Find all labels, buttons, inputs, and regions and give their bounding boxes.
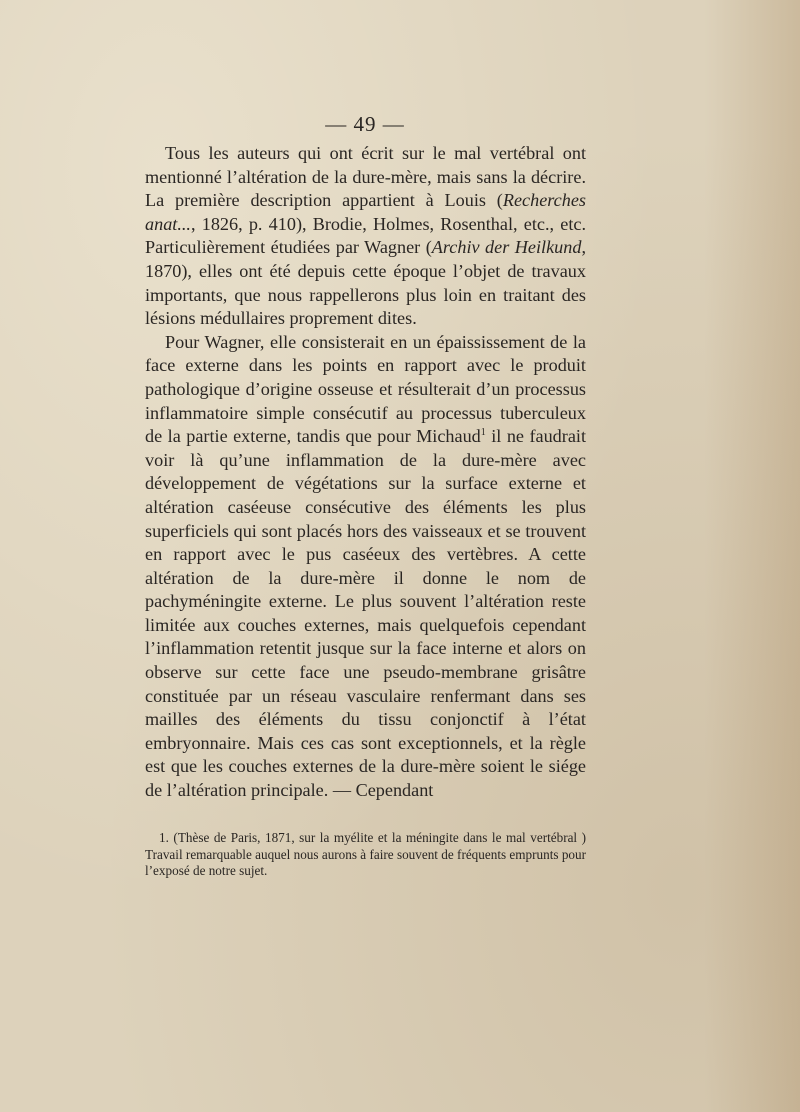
paragraph-2: [145, 331, 586, 803]
citation-archiv-der-heilkund: Archiv der Heilkund: [431, 237, 582, 258]
paragraph-1-text-c: , 1870), elles ont été depuis cette époque l’objet de travaux importants, que nous rappellerons plus loin en traitant des lésions médullaires proprement dites.: [145, 237, 586, 329]
paragraph-1-text-a: Tous les auteurs qui ont écrit sur le mal vertébral ont mentionné l’altération de la dure-mère, mais sans la décrire. La première description appartient à Louis (: [145, 143, 586, 211]
body-text: [145, 142, 586, 803]
paragraph-1: [145, 142, 586, 331]
footnote-number: 1.: [159, 830, 169, 845]
paragraph-1-text-b: , 1826, p. 410), Brodie, Holmes, Rosenthal, etc., etc. Particulièrement étudiées par Wagner (: [145, 213, 586, 258]
footnote: [145, 830, 586, 880]
footnote-reference: 1: [480, 427, 486, 439]
page-number: — 49 —: [325, 112, 405, 136]
paragraph-2-text-a: Pour Wagner, elle consisterait en un épaississement de la face externe dans les points en rapport avec le produit pathologique d’origine osseuse et résulterait d’un processus inflammatoire simple consécutif au processus tuberculeux de la partie externe, tandis que pour Michaud: [145, 331, 586, 447]
paragraph-2-text-b: il ne faudrait voir là qu’une inflammation de la dure-mère avec développement de végétations sur la surface externe et altération caséeuse consécutive des éléments les plus superficiels qui sont placés hors des vaisseaux et se trouvent en rapport avec le pus caséeux des vertèbres. A cette altération de la dure-mère il donne le nom de pachyméningite externe. Le plus souvent l’altération reste limitée aux couches externes, mais quelquefois cependant l’inflammation retentit jusque sur la face interne et alors on observe sur cette face une pseudo-membrane grisâtre constituée par un réseau vasculaire renfermant dans ses mailles des éléments du tissu conjonctif à l’état embryonnaire. Mais ces cas sont exceptionnels, et la règle est que les couches externes de la dure-mère soient le siége de l’altération principale. — Cependant: [145, 426, 587, 801]
citation-recherches-anat: Recherches anat...: [145, 190, 586, 234]
footnote-text: (Thèse de Paris, 1871, sur la myélite et la méningite dans le mal vertébral ) Travail remarquable auquel nous aurons à faire souvent de fréquents emprunts pour l’exposé de notre sujet.: [145, 830, 587, 879]
